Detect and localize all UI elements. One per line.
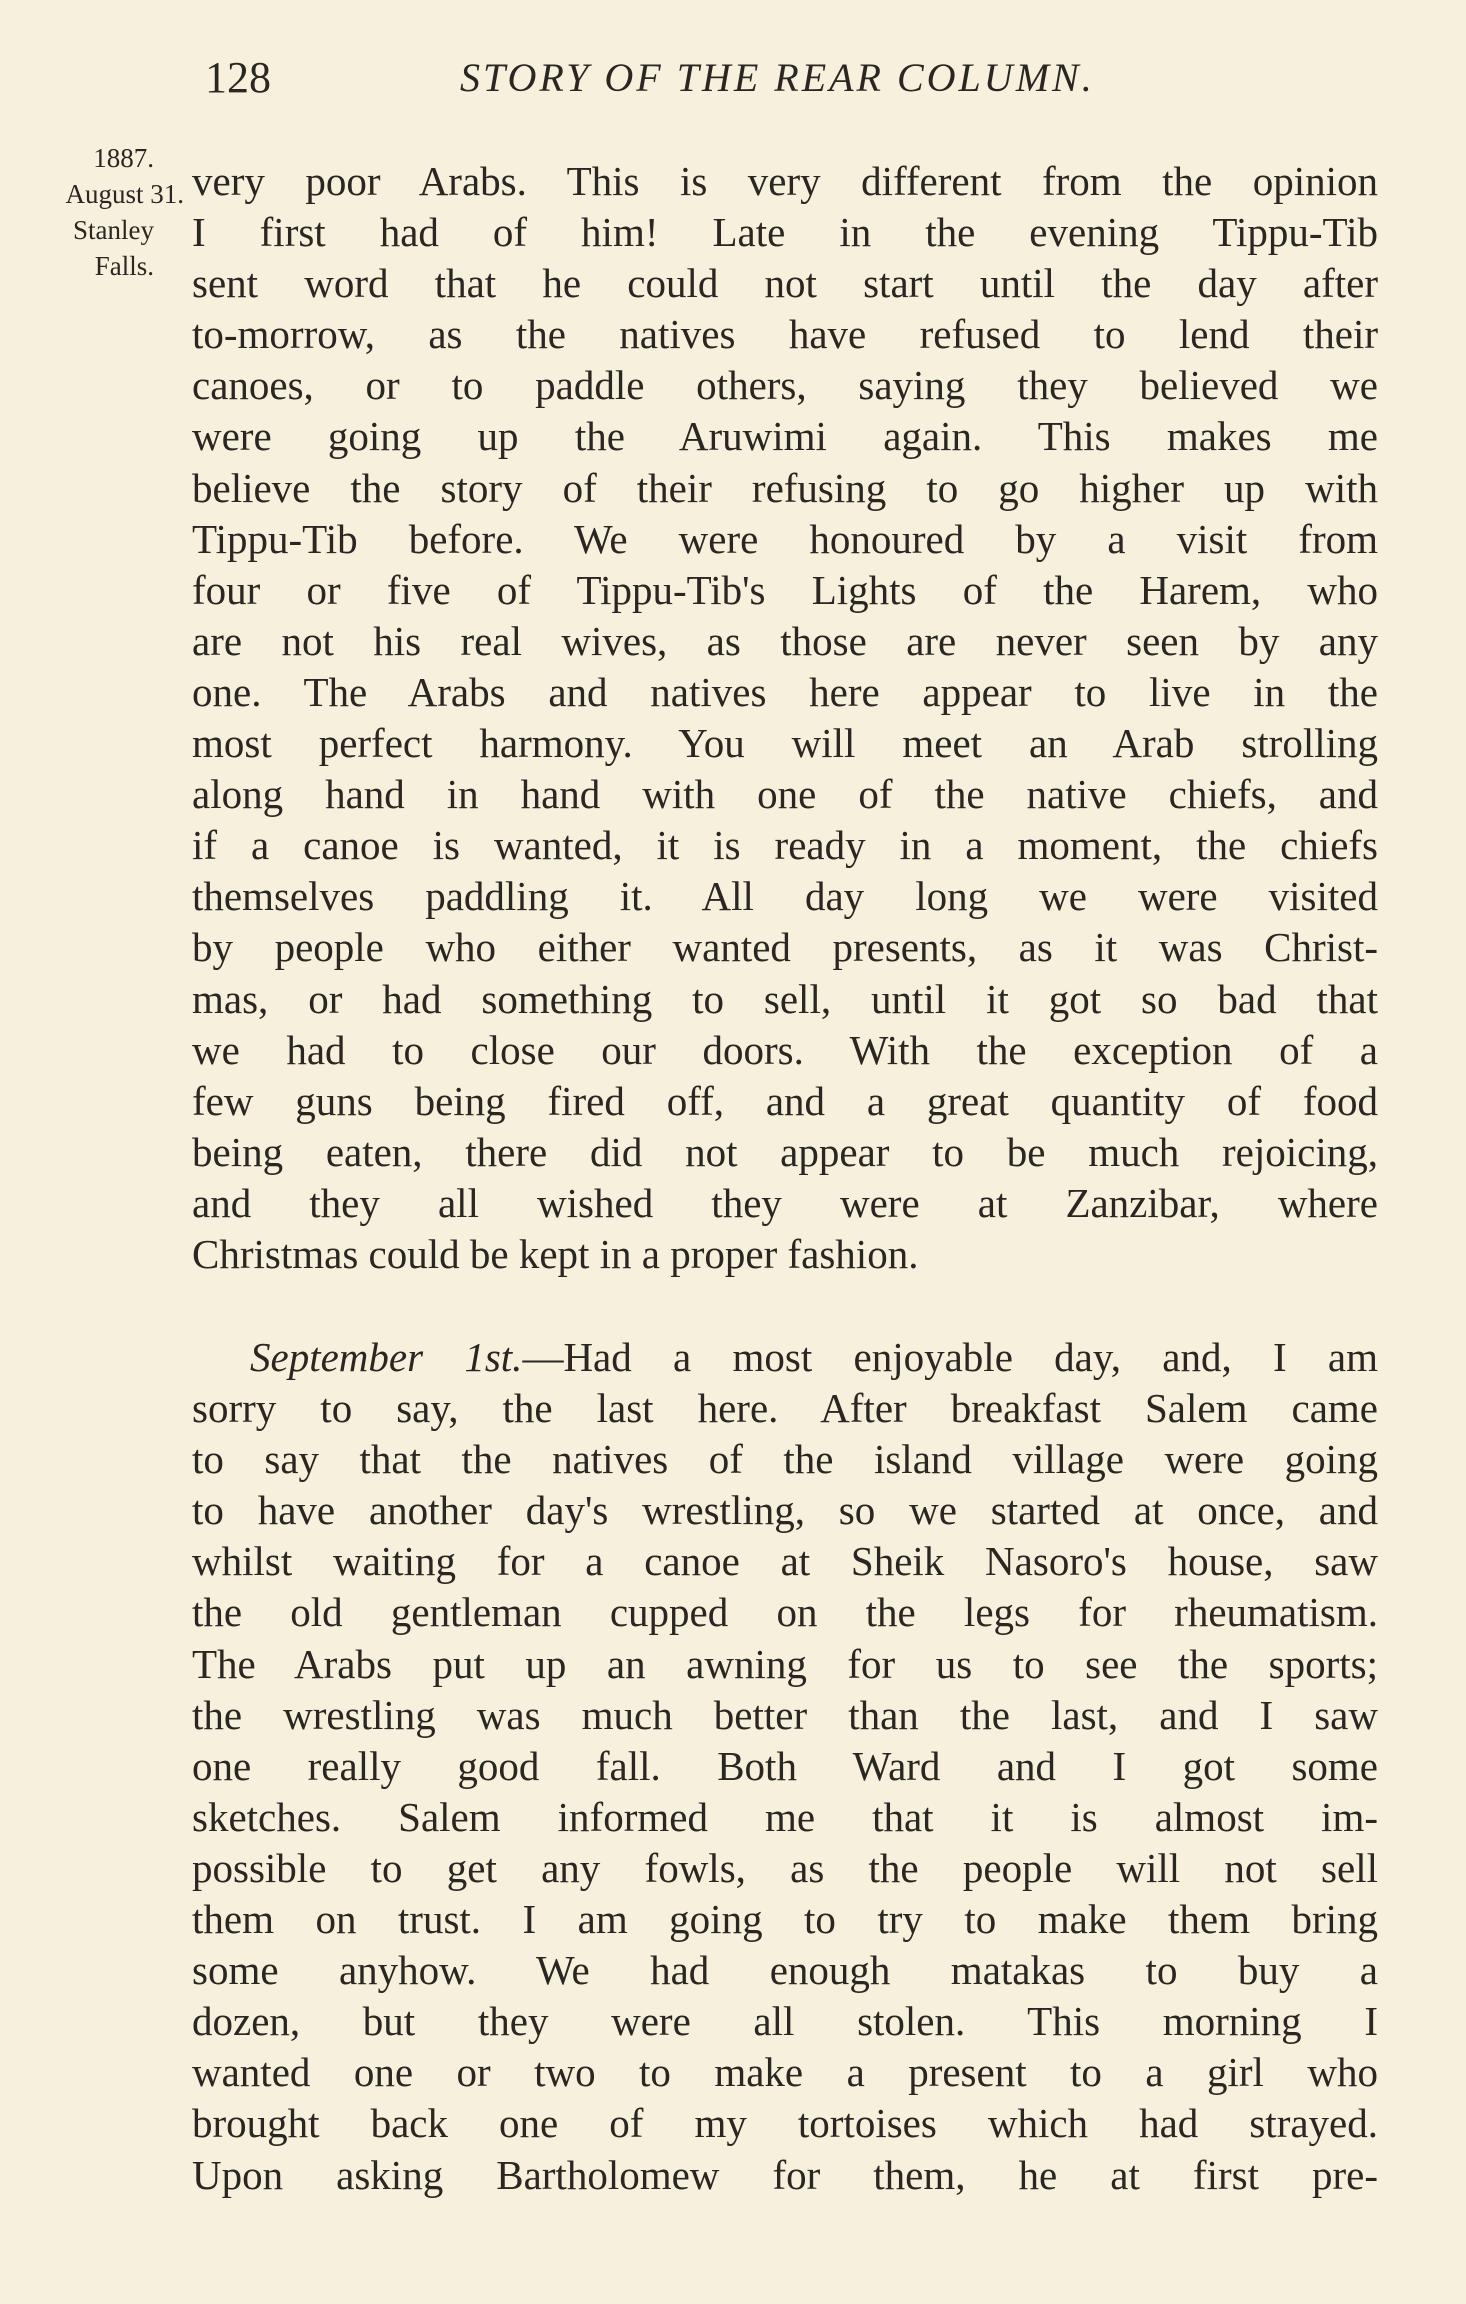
text-line: Christmas could be kept in a proper fashion. xyxy=(192,1230,919,1277)
text-line: one really good fall. Both Ward and I got some xyxy=(192,1742,1378,1789)
text-line: them on trust. I am going to try to make them bring xyxy=(192,1896,1378,1943)
text-line: and they all wished they were at Zanzibar, where xyxy=(192,1179,1378,1226)
text-line: wanted one or two to make a present to a girl who xyxy=(192,2049,1378,2096)
text-line: few guns being fired off, and a great quantity of food xyxy=(192,1077,1378,1124)
text-line: to say that the natives of the island village were going xyxy=(192,1436,1378,1483)
text-line: most perfect harmony. You will meet an Arab strolling xyxy=(192,720,1378,767)
text-line: sent word that he could not start until the day after xyxy=(192,260,1378,307)
margin-note-year: 1887. xyxy=(93,143,154,173)
margin-note-place: Stanley xyxy=(73,215,154,245)
text-line: mas, or had something to sell, until it got so bad that xyxy=(192,975,1378,1022)
paragraph-1 xyxy=(192,156,1378,1280)
paragraph-2 xyxy=(192,1332,1378,2201)
text-line: Tippu-Tib before. We were honoured by a visit from xyxy=(192,515,1378,562)
text-line: to-morrow, as the natives have refused to lend their xyxy=(192,311,1378,358)
margin-note-date: August 31. xyxy=(65,179,184,209)
text-line: we had to close our doors. With the exception of a xyxy=(192,1026,1378,1073)
text-line: being eaten, there did not appear to be much rejoicing, xyxy=(192,1128,1378,1175)
text-line: were going up the Aruwimi again. This makes me xyxy=(192,413,1378,460)
text-line: are not his real wives, as those are never seen by any xyxy=(192,617,1378,664)
text-line: very poor Arabs. This is very different from the opinion xyxy=(192,158,1378,204)
first-line-text: —Had a most enjoyable day, and, I am xyxy=(522,1334,1378,1380)
text-line: themselves paddling it. All day long we were visited xyxy=(192,873,1378,920)
margin-note xyxy=(26,140,184,284)
text-line: the wrestling was much better than the last, and I saw xyxy=(192,1691,1378,1738)
running-head xyxy=(205,48,1205,108)
text-line: possible to get any fowls, as the people will not sell xyxy=(192,1844,1378,1891)
text-line: along hand in hand with one of the native chiefs, and xyxy=(192,771,1378,818)
text-line: the old gentleman cupped on the legs for rheumatism. xyxy=(192,1589,1378,1636)
text-line: to have another day's wrestling, so we started at once, and xyxy=(192,1487,1378,1534)
text-line: if a canoe is wanted, it is ready in a moment, the chiefs xyxy=(192,822,1378,869)
text-line-first xyxy=(192,1332,1378,1383)
text-line: some anyhow. We had enough matakas to buy a xyxy=(192,1947,1378,1994)
margin-note-place: Falls. xyxy=(94,251,154,281)
date-heading: September 1st. xyxy=(250,1334,523,1380)
text-line: by people who either wanted presents, as it was Christ- xyxy=(192,924,1378,971)
text-line: The Arabs put up an awning for us to see the sports; xyxy=(192,1640,1378,1687)
text-line: brought back one of my tortoises which had strayed. xyxy=(192,2100,1378,2147)
text-line: whilst waiting for a canoe at Sheik Nasoro's house, saw xyxy=(192,1538,1378,1585)
text-line: four or five of Tippu-Tib's Lights of the Harem, who xyxy=(192,566,1378,613)
text-line: dozen, but they were all stolen. This morning I xyxy=(192,1998,1378,2045)
text-line: sketches. Salem informed me that it is almost im- xyxy=(192,1793,1378,1840)
text-line: sorry to say, the last here. After breakfast Salem came xyxy=(192,1385,1378,1432)
text-line: one. The Arabs and natives here appear to live in the xyxy=(192,668,1378,715)
text-line: canoes, or to paddle others, saying they believed we xyxy=(192,362,1378,409)
running-title: STORY OF THE REAR COLUMN. xyxy=(460,55,1095,100)
text-line: Upon asking Bartholomew for them, he at first pre- xyxy=(192,2151,1378,2198)
text-line: believe the story of their refusing to go higher up with xyxy=(192,464,1378,511)
page-number: 128 xyxy=(205,53,271,102)
text-line: I first had of him! Late in the evening Tippu-Tib xyxy=(192,209,1378,256)
